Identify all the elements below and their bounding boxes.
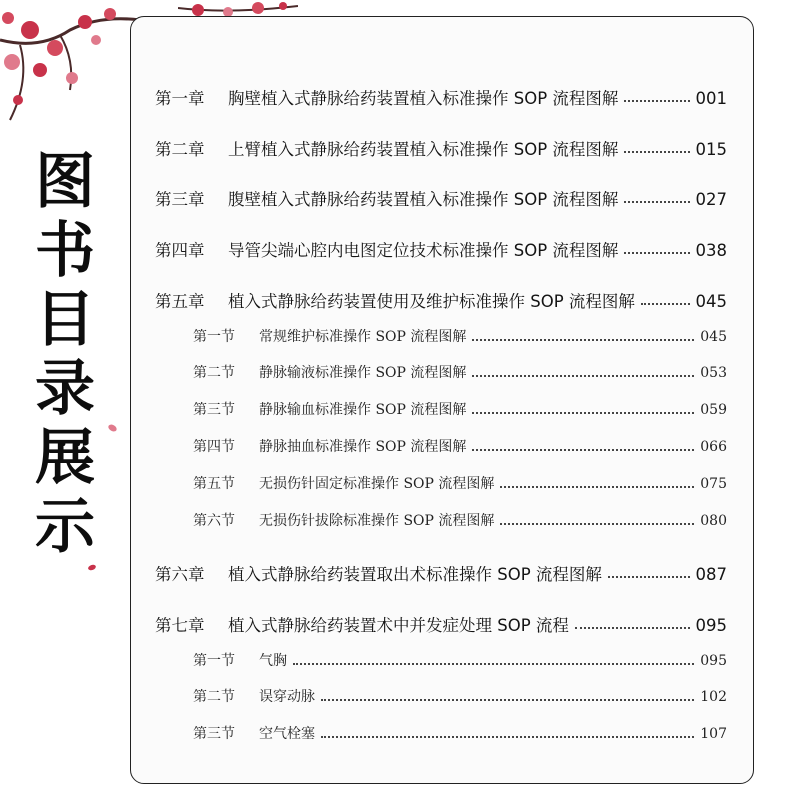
section-number: 第三节 — [193, 402, 235, 418]
dot-leader — [575, 627, 690, 629]
toc-section — [193, 510, 727, 530]
page-number: 095 — [695, 616, 727, 635]
dot-leader — [608, 576, 690, 578]
dot-leader — [500, 486, 694, 488]
toc-chapter-5 — [155, 288, 727, 312]
page-number: 059 — [700, 402, 727, 418]
toc-chapter-7 — [155, 612, 727, 636]
chapter-title: 植入式静脉给药装置使用及维护标准操作 SOP 流程图解 — [228, 292, 635, 311]
chapter-number: 第三章 — [155, 190, 205, 209]
dot-leader — [624, 151, 689, 153]
section-number: 第三节 — [193, 726, 235, 742]
page-number: 095 — [700, 653, 727, 669]
dot-leader — [293, 663, 694, 665]
page-number: 066 — [700, 439, 727, 455]
toc-chapter-6 — [155, 561, 727, 585]
chapter-number: 第五章 — [155, 292, 205, 311]
toc-section — [193, 723, 727, 743]
side-title-char: 录 — [35, 354, 95, 424]
chapter-number: 第二章 — [155, 140, 205, 159]
chapter-title: 植入式静脉给药装置术中并发症处理 SOP 流程 — [228, 616, 569, 635]
section-title: 静脉抽血标准操作 SOP 流程图解 — [259, 439, 467, 455]
chapter-title: 腹壁植入式静脉给药装置植入标准操作 SOP 流程图解 — [228, 190, 619, 209]
chapter-number: 第四章 — [155, 241, 205, 260]
page-number: 038 — [695, 241, 727, 260]
toc-section — [193, 362, 727, 382]
page-number: 087 — [695, 565, 727, 584]
page-number: 045 — [700, 329, 727, 345]
toc-chapter-3 — [155, 186, 727, 210]
page-number: 080 — [700, 513, 727, 529]
toc-section — [193, 436, 727, 456]
dot-leader — [624, 100, 689, 102]
dot-leader — [321, 736, 694, 738]
toc-chapter-4 — [155, 237, 727, 261]
section-title: 静脉输液标准操作 SOP 流程图解 — [259, 365, 467, 381]
toc-chapter-1 — [155, 85, 727, 109]
section-title: 空气栓塞 — [259, 726, 315, 742]
falling-petal — [87, 564, 96, 571]
table-of-contents — [131, 17, 753, 783]
section-number: 第二节 — [193, 689, 235, 705]
page-number: 053 — [700, 365, 727, 381]
section-number: 第五节 — [193, 476, 235, 492]
toc-section — [193, 650, 727, 670]
section-title: 误穿动脉 — [259, 689, 315, 705]
chapter-title: 胸壁植入式静脉给药装置植入标准操作 SOP 流程图解 — [228, 89, 619, 108]
toc-section — [193, 686, 727, 706]
chapter-number: 第七章 — [155, 616, 205, 635]
chapter-title: 导管尖端心腔内电图定位技术标准操作 SOP 流程图解 — [228, 241, 619, 260]
dot-leader — [472, 412, 694, 414]
dot-leader — [624, 201, 689, 203]
side-title — [22, 148, 108, 562]
toc-section — [193, 326, 727, 346]
side-title-char: 图 — [35, 147, 95, 217]
section-title: 无损伤针拔除标准操作 SOP 流程图解 — [259, 513, 495, 529]
section-number: 第四节 — [193, 439, 235, 455]
side-title-char: 示 — [35, 492, 95, 562]
chapter-title: 上臂植入式静脉给药装置植入标准操作 SOP 流程图解 — [228, 140, 619, 159]
section-title: 无损伤针固定标准操作 SOP 流程图解 — [259, 476, 495, 492]
dot-leader — [624, 252, 689, 254]
toc-section — [193, 399, 727, 419]
dot-leader — [321, 699, 694, 701]
dot-leader — [472, 339, 694, 341]
chapter-number: 第六章 — [155, 565, 205, 584]
toc-section — [193, 473, 727, 493]
toc-chapter-2 — [155, 136, 727, 160]
page-number: 075 — [700, 476, 727, 492]
section-title: 静脉输血标准操作 SOP 流程图解 — [259, 402, 467, 418]
toc-page — [130, 16, 754, 784]
dot-leader — [641, 303, 690, 305]
page-number: 045 — [695, 292, 727, 311]
dot-leader — [472, 449, 694, 451]
section-number: 第一节 — [193, 653, 235, 669]
dot-leader — [500, 523, 694, 525]
page-number: 102 — [700, 689, 727, 705]
page-number: 015 — [695, 140, 727, 159]
chapter-title: 植入式静脉给药装置取出术标准操作 SOP 流程图解 — [228, 565, 602, 584]
section-number: 第一节 — [193, 329, 235, 345]
section-number: 第二节 — [193, 365, 235, 381]
side-title-char: 展 — [35, 423, 95, 493]
page-number: 107 — [700, 726, 727, 742]
dot-leader — [472, 375, 694, 377]
falling-petal — [107, 423, 118, 433]
section-title: 气胸 — [259, 653, 287, 669]
page-number: 027 — [695, 190, 727, 209]
section-title: 常规维护标准操作 SOP 流程图解 — [259, 329, 467, 345]
side-title-char: 目 — [35, 285, 95, 355]
side-title-char: 书 — [35, 216, 95, 286]
page-number: 001 — [695, 89, 727, 108]
section-number: 第六节 — [193, 513, 235, 529]
chapter-number: 第一章 — [155, 89, 205, 108]
